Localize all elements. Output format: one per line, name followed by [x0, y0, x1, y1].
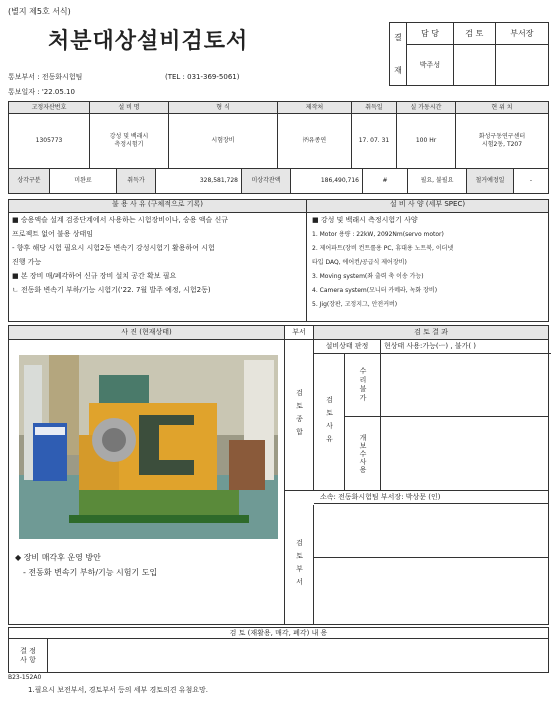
bottom-review-section — [8, 627, 549, 673]
page-title: 처분대상설비검토서 — [48, 29, 249, 54]
dept-label: 부서 — [285, 326, 314, 340]
photo-header: 사 진 (현재상태) — [9, 326, 285, 340]
acquisition-value: 328,581,728 — [156, 169, 242, 193]
spec-line-1: ■ 강성 및 백래시 측정시험기 사양 — [312, 216, 418, 224]
second-dept-label — [285, 505, 314, 624]
notify-dept: 통보부서 : 전동화시험팀 — [8, 73, 83, 81]
spec-line-5: 3. Moving system(좌 출력 축 이송 가능) — [312, 273, 424, 280]
photo-caption-2: - 전동화 변속기 부하/기능 시험기 도입 — [23, 568, 158, 577]
decision-label: 결 정 사 항 — [9, 638, 48, 673]
reason-line-5: ■ 본 장비 매/폐각하여 신규 장비 설치 공간 확보 필요 — [12, 272, 177, 280]
asset-table — [8, 101, 549, 194]
asset-header-date: 취득일 — [352, 102, 397, 114]
repair-label — [345, 354, 381, 417]
asset-type: 시험장비 — [169, 114, 278, 169]
approval-header-1: 담 당 — [407, 23, 454, 45]
asset-header-location: 현 위 치 — [456, 102, 549, 114]
spec-line-7: 5. Jig(장판, 고정지그, 안전커버) — [312, 301, 398, 308]
reason-body — [12, 216, 302, 295]
removal-date-label: 철거예정일 — [467, 169, 514, 193]
footer-note: 1.필요시 보전부서, 경토부서 등의 세부 경토의견 유첨요망. — [28, 686, 209, 694]
asset-header-name: 설 비 명 — [90, 102, 169, 114]
review-result-header: 검 토 결 과 — [314, 326, 548, 340]
footer-code: B23-152A0 — [8, 674, 42, 681]
remodel-content — [381, 417, 548, 491]
reason-line-4: 진행 가능 — [12, 258, 42, 266]
remodel-text: 개보수사용 — [359, 433, 367, 474]
spec-line-6: 4. Camera system(모니터 카메라, 녹화 장비) — [312, 287, 438, 294]
opinion-text: 검토사유 — [325, 396, 334, 448]
second-review-row-2 — [314, 558, 548, 624]
asset-header-id: 고정자산번호 — [9, 102, 90, 114]
depreciation-label: 상각구분 — [9, 169, 50, 193]
second-dept-text: 검토부서 — [295, 538, 304, 591]
asset-name: 강성 및 백래시 측정시험기 — [90, 114, 169, 169]
spec-line-2: 1. Motor 용량 : 22kW, 2092Nm(servo motor) — [312, 231, 444, 238]
approval-sign-2 — [453, 45, 495, 86]
approval-header-2: 검 토 — [453, 23, 495, 45]
spec-line-4: 타입 DAQ, 에어컨/공급식 제어장비) — [312, 259, 407, 266]
spec-line-3: 2. 제어파트(장비 컨트롤용 PC, 휴대용 노트북, 이더넷 — [312, 245, 454, 252]
form-label: (별지 제5호 서식) — [8, 7, 71, 16]
review-general-label — [285, 340, 314, 491]
asset-date: 17. 07. 31 — [352, 114, 397, 169]
asset-header-maker: 제작처 — [278, 102, 352, 114]
approval-side-label — [390, 23, 407, 86]
spec-header: 설 비 사 양 (세부 SPEC) — [307, 200, 548, 213]
opinion-label — [314, 354, 345, 491]
reason-line-2: 프로젝트 없어 불용 상태임 — [12, 230, 94, 238]
asset-header-hours: 실 가동시간 — [397, 102, 456, 114]
approval-header-3: 부서장 — [495, 23, 548, 45]
second-review-row-1 — [314, 505, 548, 558]
value-row — [9, 169, 548, 193]
spec-body — [312, 216, 544, 309]
book-value-label: 미상각잔액 — [242, 169, 291, 193]
equipment-photo — [19, 355, 278, 539]
approval-label-top: 결 — [394, 33, 402, 42]
decision-content — [48, 638, 548, 673]
value-mark: # — [363, 169, 408, 193]
review-affiliation: 소속: 전동화시험팀 부서장: 박상문 (인) — [314, 491, 548, 504]
approval-sign-3 — [495, 45, 548, 86]
reason-line-6: ㄴ 전동화 변속기 부하/기능 시험기('22. 7월 발주 예정, 시험2동) — [12, 286, 211, 294]
book-value: 186,490,716 — [291, 169, 363, 193]
notify-tel: (TEL : 031-369-5061) — [165, 73, 240, 81]
need-label: 필요, 불필요 — [408, 169, 467, 193]
depreciation-value: 미완료 — [50, 169, 117, 193]
bottom-review-header: 검 토 (재활용, 매각, 폐각) 내 용 — [229, 629, 328, 637]
notify-date: 통보일자 : '22.05.10 — [8, 88, 75, 96]
reason-header: 불 용 사 유 (구체적으로 기록) — [9, 200, 307, 213]
reason-line-3: - 향후 해당 시험 필요시 시험2동 변속기 강성시험기 활용하여 시험 — [12, 244, 215, 252]
asset-location: 화성구동연구센터 시험2동, T207 — [456, 114, 549, 169]
photo-review-section — [8, 325, 549, 625]
approval-sign-1: 박주성 — [407, 45, 454, 86]
reason-line-1: ■ 승용액슬 설계 검증단계에서 사용하는 시험장비이나, 승용 액슬 신규 — [12, 216, 228, 224]
asset-hours: 100 Hr — [397, 114, 456, 169]
current-use: 현상태 사용:가능(ㅡ) , 불가( ) — [381, 340, 551, 354]
remodel-label — [345, 417, 381, 491]
removal-date-value: - — [514, 169, 549, 193]
asset-header-type: 형 식 — [169, 102, 278, 114]
repair-text: 수리불가 — [359, 367, 367, 403]
approval-table — [389, 22, 549, 86]
judge-label: 설비상태 판정 — [314, 340, 381, 354]
acquisition-label: 취득가 — [117, 169, 156, 193]
approval-label-bottom: 재 — [394, 66, 402, 75]
repair-content — [381, 354, 548, 417]
review-general-text: 검토종합 — [295, 389, 304, 441]
reason-spec-section — [8, 199, 549, 322]
photo-caption-1: ◆ 장비 매각후 운영 방안 — [15, 553, 101, 562]
asset-maker: ㈜유종연 — [278, 114, 352, 169]
asset-id: 1305773 — [9, 114, 90, 169]
